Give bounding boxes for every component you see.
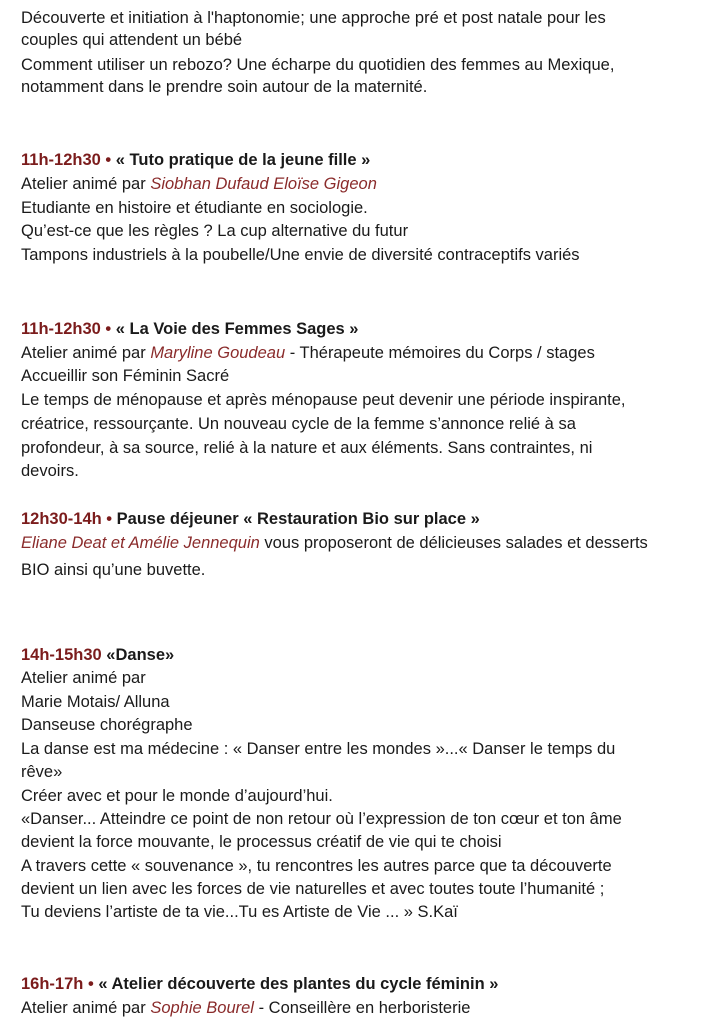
- tuto-line-3: Tampons industriels à la poubelle/Une envie de diversité contraceptifs variés: [21, 246, 580, 264]
- intro-line-3: Comment utiliser un rebozo? Une écharpe du quotidien des femmes au Mexique,: [21, 56, 615, 74]
- plantes-title: « Atelier découverte des plantes du cycle féminin »: [98, 975, 499, 993]
- tuto-anim-prefix: Atelier animé par: [21, 175, 151, 193]
- tuto-anim-names: Siobhan Dufaud Eloïse Gigeon: [150, 175, 377, 193]
- danse-line-5: rêve»: [21, 763, 63, 781]
- pause-time: 12h30-14h •: [21, 510, 117, 528]
- pause-line-1: [21, 532, 648, 554]
- tuto-title: « Tuto pratique de la jeune fille »: [115, 151, 371, 169]
- intro-line-4: notamment dans le prendre soin autour de la maternité.: [21, 78, 428, 96]
- danse-time: 14h-15h30: [21, 646, 107, 664]
- plantes-anim-name: Sophie Bourel: [150, 999, 254, 1017]
- pause-heading: [21, 508, 480, 530]
- voie-line-1: Accueillir son Féminin Sacré: [21, 367, 230, 385]
- danse-heading: [21, 644, 174, 666]
- plantes-heading: [21, 973, 498, 995]
- danse-line-11: Tu deviens l’artiste de ta vie...Tu es Artiste de Vie ... » S.Kaï: [21, 903, 458, 921]
- danse-line-8: devient la force mouvante, le processus créatif de vie qui te choisi: [21, 833, 502, 851]
- plantes-time: 16h-17h •: [21, 975, 99, 993]
- plantes-animator: [21, 997, 470, 1019]
- tuto-line-2: Qu’est-ce que les règles ? La cup alternative du futur: [21, 222, 409, 240]
- danse-line-1: Atelier animé par: [21, 669, 146, 687]
- pause-line-2: BIO ainsi qu’une buvette.: [21, 561, 206, 579]
- danse-line-10: devient un lien avec les forces de vie naturelles et avec toutes toute l’humanité ;: [21, 880, 605, 898]
- danse-title: «Danse»: [106, 646, 175, 664]
- tuto-heading: [21, 149, 370, 171]
- danse-line-6: Créer avec et pour le monde d’aujourd’hui.: [21, 787, 333, 805]
- voie-line-4: profondeur, à sa source, relié à la nature et aux éléments. Sans contraintes, ni: [21, 439, 593, 457]
- voie-line-5: devoirs.: [21, 462, 79, 480]
- voie-line-3: créatrice, ressourçante. Un nouveau cycle de la femme s’annonce relié à sa: [21, 415, 576, 433]
- pause-line-1-suffix: vous proposeront de délicieuses salades et desserts: [259, 534, 648, 552]
- pause-names: Eliane Deat et Amélie Jennequin: [21, 534, 260, 552]
- plantes-anim-suffix: - Conseillère en herboristerie: [253, 999, 471, 1017]
- voie-heading: [21, 318, 358, 340]
- voie-anim-suffix: - Thérapeute mémoires du Corps / stages: [285, 344, 595, 362]
- voie-line-2: Le temps de ménopause et après ménopause peut devenir une période inspirante,: [21, 391, 626, 409]
- danse-line-4: La danse est ma médecine : « Danser entre les mondes »...« Danser le temps du: [21, 740, 616, 758]
- danse-line-9: A travers cette « souvenance », tu rencontres les autres parce que ta découverte: [21, 857, 612, 875]
- intro-line-1: Découverte et initiation à l'haptonomie; une approche pré et post natale pour les: [21, 9, 606, 27]
- voie-time: 11h-12h30 •: [21, 320, 116, 338]
- tuto-time: 11h-12h30 •: [21, 151, 116, 169]
- pause-title: Pause déjeuner « Restauration Bio sur place »: [116, 510, 480, 528]
- voie-animator: [21, 342, 595, 364]
- voie-anim-prefix: Atelier animé par: [21, 344, 151, 362]
- intro-line-2: couples qui attendent un bébé: [21, 31, 243, 49]
- danse-line-3: Danseuse chorégraphe: [21, 716, 193, 734]
- danse-line-2: Marie Motais/ Alluna: [21, 693, 170, 711]
- plantes-anim-prefix: Atelier animé par: [21, 999, 151, 1017]
- tuto-animator: [21, 173, 377, 195]
- tuto-line-1: Etudiante en histoire et étudiante en sociologie.: [21, 199, 368, 217]
- voie-anim-name: Maryline Goudeau: [150, 344, 286, 362]
- voie-title: « La Voie des Femmes Sages »: [115, 320, 359, 338]
- danse-line-7: «Danser... Atteindre ce point de non retour où l’expression de ton cœur et ton âme: [21, 810, 622, 828]
